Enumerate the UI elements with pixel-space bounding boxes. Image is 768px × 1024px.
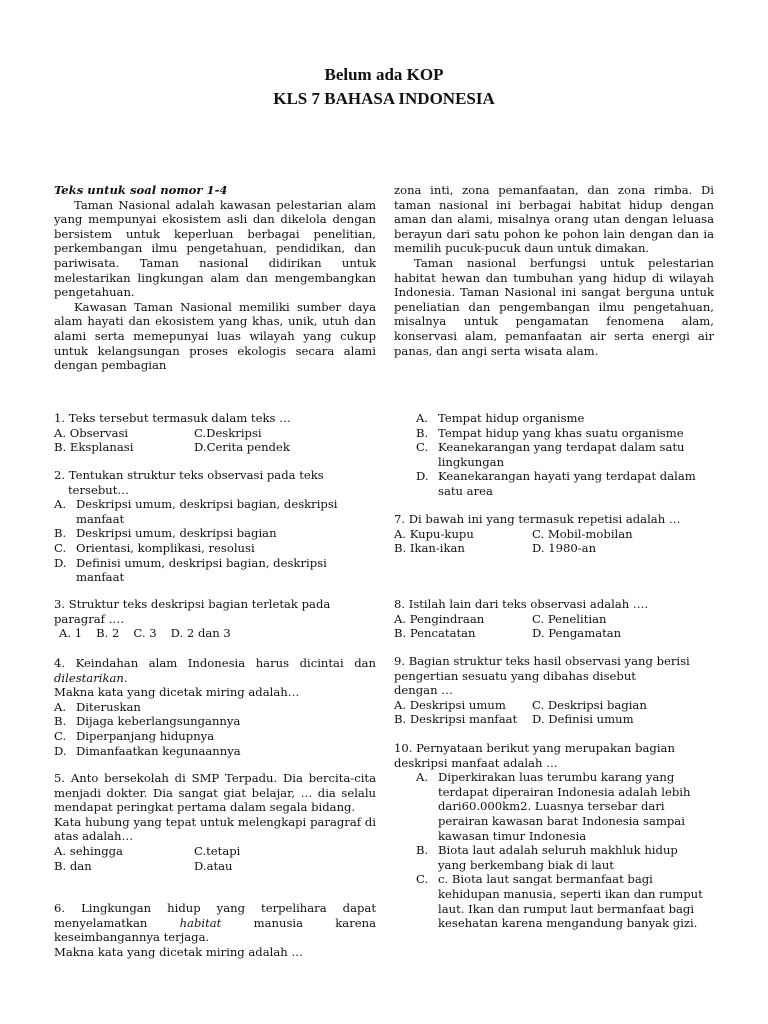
option-text: Tempat hidup organisme <box>438 411 585 425</box>
option-text: Dimanfaatkan kegunaannya <box>76 743 241 758</box>
option-d: D. Definisi umum <box>532 712 634 727</box>
option-marker: B. <box>416 425 429 440</box>
option-b: B. Deskripsi manfaat <box>394 712 518 727</box>
option-a: A. Pengindraan <box>394 611 485 626</box>
option-marker: A. <box>416 411 429 425</box>
option-marker: C. <box>416 872 429 887</box>
question-stem-cont: Makna kata yang dicetak miring adalah … <box>54 944 304 959</box>
option-c: C. Penelitian <box>532 611 607 626</box>
option-marker: B. <box>54 714 67 729</box>
option-d: D.atau <box>194 858 233 873</box>
option-a <box>416 770 706 843</box>
question-7 <box>394 512 714 556</box>
option-text: Diperkirakan luas terumbu karang yang terdapat diperairan Indonesia adalah lebih dari60.000km2. Luasnya tersebar dari perairan kawasan barat Indonesia sampai kawasan timur Indonesia <box>438 770 691 843</box>
option-marker: B. <box>416 843 429 858</box>
option-a: A. Kupu-kupu <box>394 526 474 541</box>
option-b: B. Ikan-ikan <box>394 541 465 556</box>
italic-word: habitat <box>179 915 222 930</box>
option-c: C. Mobil-mobilan <box>532 526 633 541</box>
option-text: Keanekarangan hayati yang terdapat dalam satu area <box>438 469 696 498</box>
document-header <box>0 63 768 111</box>
question-3 <box>54 597 376 641</box>
option-b <box>54 714 376 729</box>
option-text: Dijaga keberlangsungannya <box>76 714 241 729</box>
question-6-options <box>394 411 714 499</box>
option-d: D. Pengamatan <box>532 626 622 641</box>
option-marker: C. <box>54 540 67 555</box>
option-text: Diteruskan <box>76 699 141 714</box>
option-marker: D. <box>54 743 67 758</box>
option-a: A. 1 <box>59 626 83 641</box>
question-1 <box>54 411 376 455</box>
question-stem: 8. Istilah lain dari teks observasi adalah …. <box>394 597 649 611</box>
option-marker: B. <box>54 526 67 541</box>
question-4 <box>54 656 376 758</box>
option-a <box>54 497 354 526</box>
option-d: D.Cerita pendek <box>194 440 290 455</box>
option-a: A. Deskripsi umum <box>394 697 506 712</box>
option-c: C. 3 <box>133 626 157 641</box>
question-stem <box>54 901 376 945</box>
option-text: Definisi umum, deskripsi bagian, deskripsi manfaat <box>76 555 327 585</box>
header-title: KLS 7 BAHASA INDONESIA <box>273 89 495 108</box>
passage-paragraph: Kawasan Taman Nasional memiliki sumber daya alam hayati dan ekosistem yang khas, unik, utuh dan alami serta memepunyai luas wilayah yang cukup untuk kelangsungan proses ekologis secara alami dengan pembagian <box>54 299 376 373</box>
option-b: B. 2 <box>96 626 120 641</box>
option-d <box>54 744 376 759</box>
option-a <box>416 411 714 426</box>
question-stem: 9. Bagian struktur teks hasil observasi yang berisi pengertian sesuatu yang dibahas disebut <box>394 654 690 683</box>
option-text: Deskripsi umum, deskripsi bagian <box>76 526 277 541</box>
option-marker: A. <box>416 770 429 785</box>
question-stem-cont: dengan … <box>394 683 453 698</box>
passage-right <box>394 183 714 358</box>
option-text: Deskripsi umum, deskripsi bagian, deskripsi manfaat <box>76 497 338 526</box>
option-text: Keanekarangan yang terdapat dalam satu lingkungan <box>438 440 685 469</box>
question-stem-cont: tersebut… <box>68 482 130 497</box>
option-a: A. sehingga <box>54 843 123 858</box>
question-6 <box>54 901 376 959</box>
option-marker: A. <box>54 699 67 714</box>
question-9 <box>394 654 714 727</box>
option-d: D. 2 dan 3 <box>170 626 231 641</box>
option-marker: D. <box>54 555 67 570</box>
option-c: C. Deskripsi bagian <box>532 697 647 712</box>
option-text: Tempat hidup yang khas suatu organisme <box>438 425 684 440</box>
question-stem-text: 6. Lingkungan hidup yang terpelihara dapat menyelamatkan <box>54 901 376 930</box>
option-c <box>54 729 376 744</box>
option-b <box>416 426 714 441</box>
question-5 <box>54 771 376 873</box>
option-b <box>416 843 706 872</box>
question-10 <box>394 741 714 931</box>
option-b: B. Eksplanasi <box>54 440 134 455</box>
option-text: c. Biota laut sangat bermanfaat bagi kehidupan manusia, seperti ikan dan rumput laut. Ikan dan rumput laut bermanfaat bagi kesehatan karena mengandung banyak gizi. <box>438 872 703 931</box>
option-marker: C. <box>54 728 67 743</box>
option-text: Diperpanjang hidupnya <box>76 728 215 743</box>
question-stem: 2. Tentukan struktur teks observasi pada teks <box>54 468 324 482</box>
question-stem: 10. Pernyataan berikut yang merupakan bagian deskripsi manfaat adalah … <box>394 741 675 770</box>
question-8 <box>394 597 714 641</box>
option-c <box>54 541 354 556</box>
option-d <box>54 556 354 585</box>
option-a: A. Observasi <box>54 425 129 440</box>
question-stem <box>54 656 376 685</box>
question-stem: 5. Anto bersekolah di SMP Terpadu. Dia bercita-cita menjadi dokter. Dia sangat giat belajar, … dia selalu mendapat peringkat pertama dalam segala bidang. <box>54 771 376 815</box>
option-b: B. Pencatatan <box>394 626 476 641</box>
option-marker: C. <box>416 440 429 455</box>
passage-paragraph: Taman Nasional adalah kawasan pelestarian alam yang mempunyai ekosistem asli dan dikelola dengan bersistem untuk keperluan berbagai penelitian, perkembangan ilmu pengetahuan, pendidikan, dan pariwisata. Taman nasional didirikan untuk melestarikan lingkungan alam dan mengembangkan pengetahuan. <box>54 197 376 300</box>
question-2 <box>54 468 376 585</box>
question-stem-text: manusia karena keseimbangannya terjaga. <box>54 915 376 945</box>
option-d: D. 1980-an <box>532 541 597 556</box>
option-c <box>416 440 714 469</box>
option-marker: D. <box>416 469 429 484</box>
option-c: C.Deskripsi <box>194 425 262 440</box>
option-b <box>54 526 354 541</box>
option-c: C.tetapi <box>194 843 241 858</box>
question-stem: 1. Teks tersebut termasuk dalam teks … <box>54 411 291 425</box>
question-stem-cont: Kata hubung yang tepat untuk melengkapi paragraf di atas adalah… <box>54 814 376 844</box>
option-marker: A. <box>54 497 67 512</box>
passage-paragraph: Taman nasional berfungsi untuk pelestarian habitat hewan dan tumbuhan yang hidup di wilayah Indonesia. Taman Nasional ini sangat berguna untuk peneliatian dan pengembangan ilmu pengetahuan, misalnya untuk pengamatan fenomena alam, konservasi alam, pemanfaatan air serta energi air panas, dan angi serta wisata alam. <box>394 255 714 358</box>
italic-word: dilestarikan. <box>54 670 128 685</box>
option-c <box>416 872 706 930</box>
passage-left <box>54 183 376 373</box>
passage-paragraph: zona inti, zona pemanfaatan, dan zona rimba. Di taman nasional ini berbagai habitat hidup dengan aman dan alami, misalnya orang utan dengan leluasa berayun dari satu pohon ke pohon lain dengan dan ia memilih pucuk-pucuk daun untuk dimakan. <box>394 183 714 256</box>
question-stem: 3. Struktur teks deskripsi bagian terletak pada paragraf …. <box>54 597 331 626</box>
header-line-1: Belum ada KOP <box>324 65 444 84</box>
question-stem-cont: Makna kata yang dicetak miring adalah… <box>54 685 300 700</box>
option-text: Biota laut adalah seluruh makhluk hidup yang berkembang biak di laut <box>438 843 678 872</box>
option-text: Orientasi, komplikasi, resolusi <box>76 540 255 555</box>
question-stem-text: 4. Keindahan alam Indonesia harus dicintai dan <box>54 656 376 670</box>
option-a <box>54 700 376 715</box>
option-b: B. dan <box>54 858 92 873</box>
option-d <box>416 469 714 498</box>
passage-label: Teks untuk soal nomor 1-4 <box>54 183 228 197</box>
question-stem: 7. Di bawah ini yang termasuk repetisi adalah … <box>394 512 681 526</box>
